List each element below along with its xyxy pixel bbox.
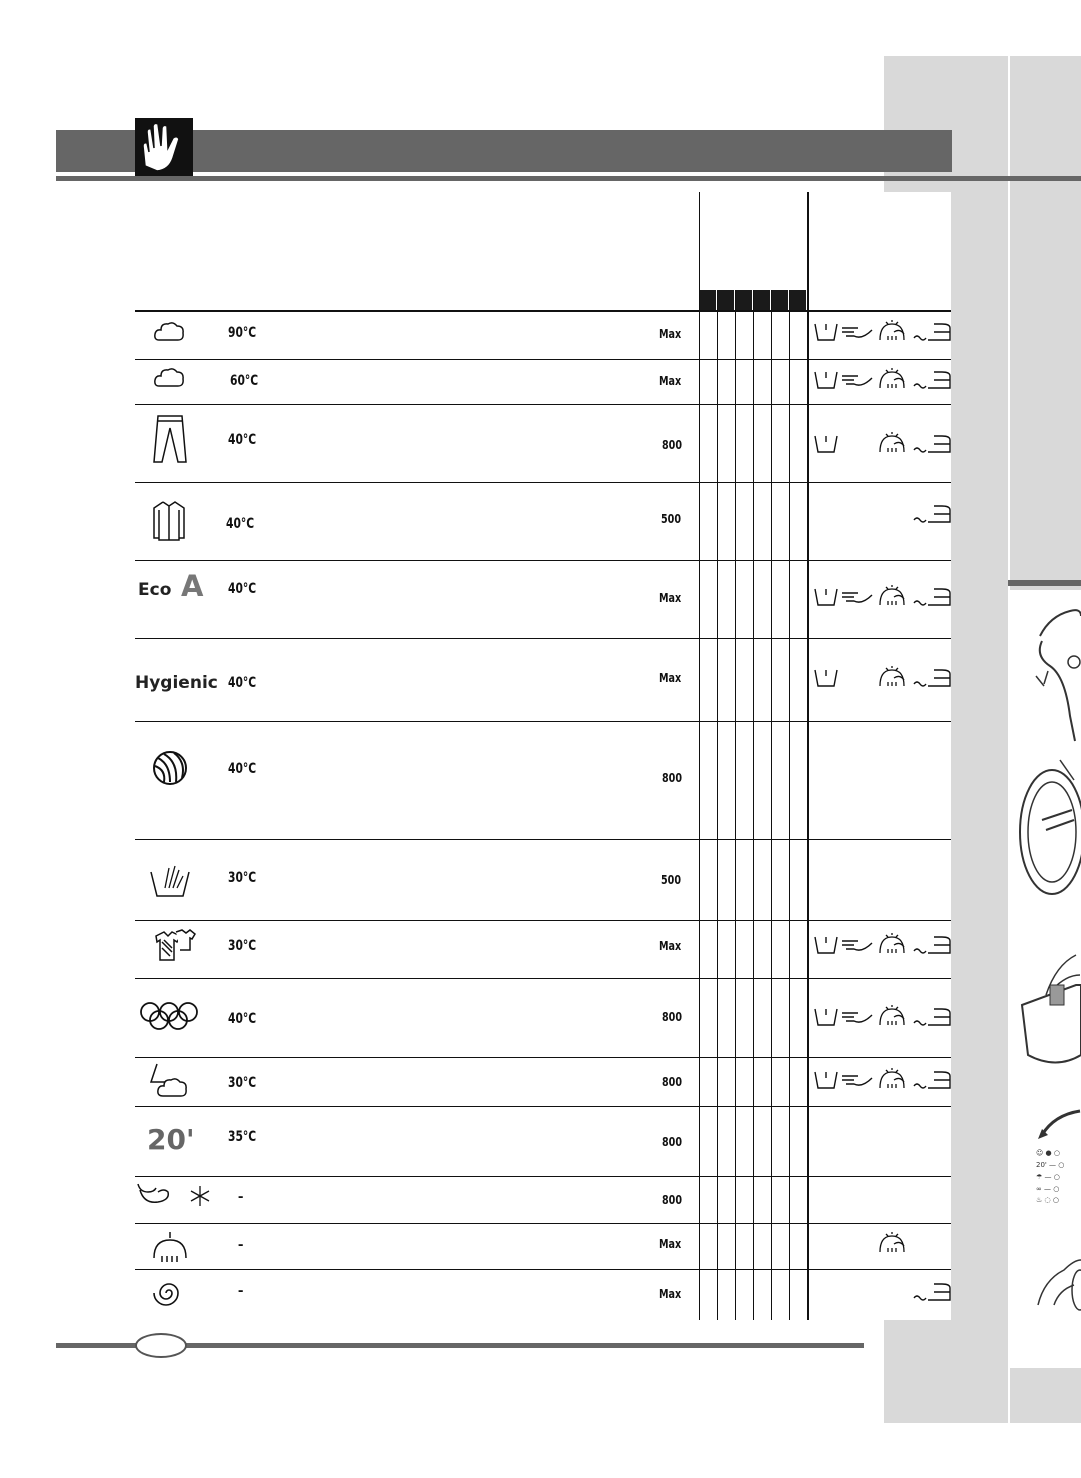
spin-speed: Max <box>659 327 682 341</box>
row-divider <box>135 310 951 312</box>
cotton-icon <box>153 366 185 392</box>
spin-speed: 800 <box>662 1193 683 1207</box>
temperature: – <box>238 1237 244 1253</box>
bleach-icon <box>840 1066 880 1092</box>
mixed-fabrics-icon <box>150 928 196 962</box>
iron-icon <box>912 664 952 690</box>
row-divider <box>135 482 951 483</box>
quick-20-label: 20' <box>147 1123 195 1156</box>
temperature: 40°C <box>228 675 257 691</box>
spin-speed: 800 <box>662 771 683 785</box>
iron-icon <box>912 583 952 609</box>
spin-speed: 800 <box>662 1010 683 1024</box>
bleach-icon <box>840 1003 880 1029</box>
hand-wash-icon <box>149 862 191 898</box>
temperature: 90°C <box>228 325 257 341</box>
temperature: – <box>238 1189 244 1205</box>
hand-icon <box>135 118 193 176</box>
table-divider <box>717 290 718 1320</box>
iron-icon <box>912 366 952 392</box>
svg-text:☺ ● ○: ☺ ● ○ <box>1036 1149 1060 1157</box>
shirt-icon <box>151 500 187 542</box>
care-symbols <box>812 1230 950 1258</box>
care-symbols <box>812 366 950 394</box>
temperature: 30°C <box>228 938 257 954</box>
row-divider <box>135 1106 951 1107</box>
svg-text:20' — ○: 20' — ○ <box>1036 1161 1065 1169</box>
iron-icon <box>912 500 952 526</box>
row-divider <box>135 359 951 360</box>
care-symbols <box>812 1003 950 1031</box>
iron-icon <box>912 1278 952 1304</box>
temperature: 35°C <box>228 1129 257 1145</box>
wash-tub-icon <box>814 664 854 690</box>
hose-illustration <box>1030 596 1081 746</box>
hygienic-label: Hygienic <box>135 673 218 693</box>
row-divider <box>135 638 951 639</box>
column-marker <box>754 290 770 310</box>
column-marker <box>790 290 806 310</box>
row-divider <box>135 978 951 979</box>
row-divider <box>135 560 951 561</box>
column-marker <box>700 290 716 310</box>
svg-text:☂ — ○: ☂ — ○ <box>1036 1173 1060 1181</box>
care-symbols <box>812 1066 950 1094</box>
iron-icon <box>912 318 952 344</box>
iron-icon <box>912 1003 952 1029</box>
row-divider <box>135 1176 951 1177</box>
bleach-icon <box>840 931 880 957</box>
temperature: 40°C <box>228 432 257 448</box>
header-rule <box>56 176 1081 181</box>
wool-icon <box>150 750 190 786</box>
spin-speed: Max <box>659 591 682 605</box>
table-divider <box>735 290 736 1320</box>
detergent-drawer-illustration <box>1016 945 1081 1075</box>
temperature: 60°C <box>230 373 259 389</box>
spin-speed: Max <box>659 939 682 953</box>
rinse-cold-icon <box>136 1180 216 1212</box>
row-divider <box>135 920 951 921</box>
row-divider <box>135 721 951 722</box>
care-symbols <box>812 583 950 611</box>
spin-speed: 500 <box>661 512 682 526</box>
spin-speed: 800 <box>662 1075 683 1089</box>
row-divider <box>135 1269 951 1270</box>
column-marker <box>736 290 752 310</box>
spin-speed: 800 <box>662 1135 683 1149</box>
table-divider <box>753 290 754 1320</box>
wash-tub-icon <box>814 430 854 456</box>
bleach-icon <box>840 318 880 344</box>
spin-speed: Max <box>659 1237 682 1251</box>
care-symbols <box>812 664 950 692</box>
row-divider <box>135 1057 951 1058</box>
temperature: 30°C <box>228 1075 257 1091</box>
table-divider-heavy <box>807 192 809 1320</box>
care-symbols <box>812 318 950 346</box>
svg-text:∞ — ○: ∞ — ○ <box>1036 1185 1060 1193</box>
temperature: 40°C <box>228 761 257 777</box>
row-divider <box>135 1223 951 1224</box>
eco-a-label: A <box>181 569 204 603</box>
bleach-icon <box>840 583 880 609</box>
svg-text:♨ ◌ ○: ♨ ◌ ○ <box>1036 1196 1059 1204</box>
spin-speed: Max <box>659 1287 682 1301</box>
drain-icon <box>150 1230 190 1266</box>
column-marker <box>772 290 788 310</box>
temperature: 40°C <box>228 1011 257 1027</box>
temperature: 40°C <box>228 581 257 597</box>
hand-illustration <box>1034 1250 1081 1315</box>
table-divider <box>699 192 700 1320</box>
row-divider <box>135 404 951 405</box>
side-divider <box>1008 580 1081 586</box>
care-symbols <box>812 430 950 458</box>
spin-icon <box>152 1276 186 1310</box>
row-divider <box>135 839 951 840</box>
table-divider <box>789 290 790 1320</box>
iron-icon <box>912 1066 952 1092</box>
eco-label: Eco <box>138 580 172 600</box>
iron-icon <box>912 931 952 957</box>
iron-icon <box>912 430 952 456</box>
side-panel-white-area <box>884 192 951 1320</box>
baby-cotton-icon <box>149 1062 195 1102</box>
page-number-oval <box>135 1333 187 1358</box>
door-illustration <box>1012 750 1081 910</box>
tumble-dry-icon <box>878 1230 918 1256</box>
jeans-icon <box>152 414 188 464</box>
care-symbols <box>812 500 950 528</box>
rings-icon <box>139 1000 199 1030</box>
temperature: 30°C <box>228 870 257 886</box>
temperature: 40°C <box>226 516 255 532</box>
bleach-icon <box>840 366 880 392</box>
column-marker <box>718 290 734 310</box>
spin-speed: 800 <box>662 438 683 452</box>
spin-speed: Max <box>659 374 682 388</box>
care-symbols <box>812 1278 950 1306</box>
spin-speed: 500 <box>661 873 682 887</box>
spin-speed: Max <box>659 671 682 685</box>
programme-dial-illustration <box>1034 1105 1081 1205</box>
care-symbols <box>812 931 950 959</box>
table-divider <box>771 290 772 1320</box>
cotton-icon <box>153 320 185 346</box>
temperature: – <box>238 1283 244 1299</box>
